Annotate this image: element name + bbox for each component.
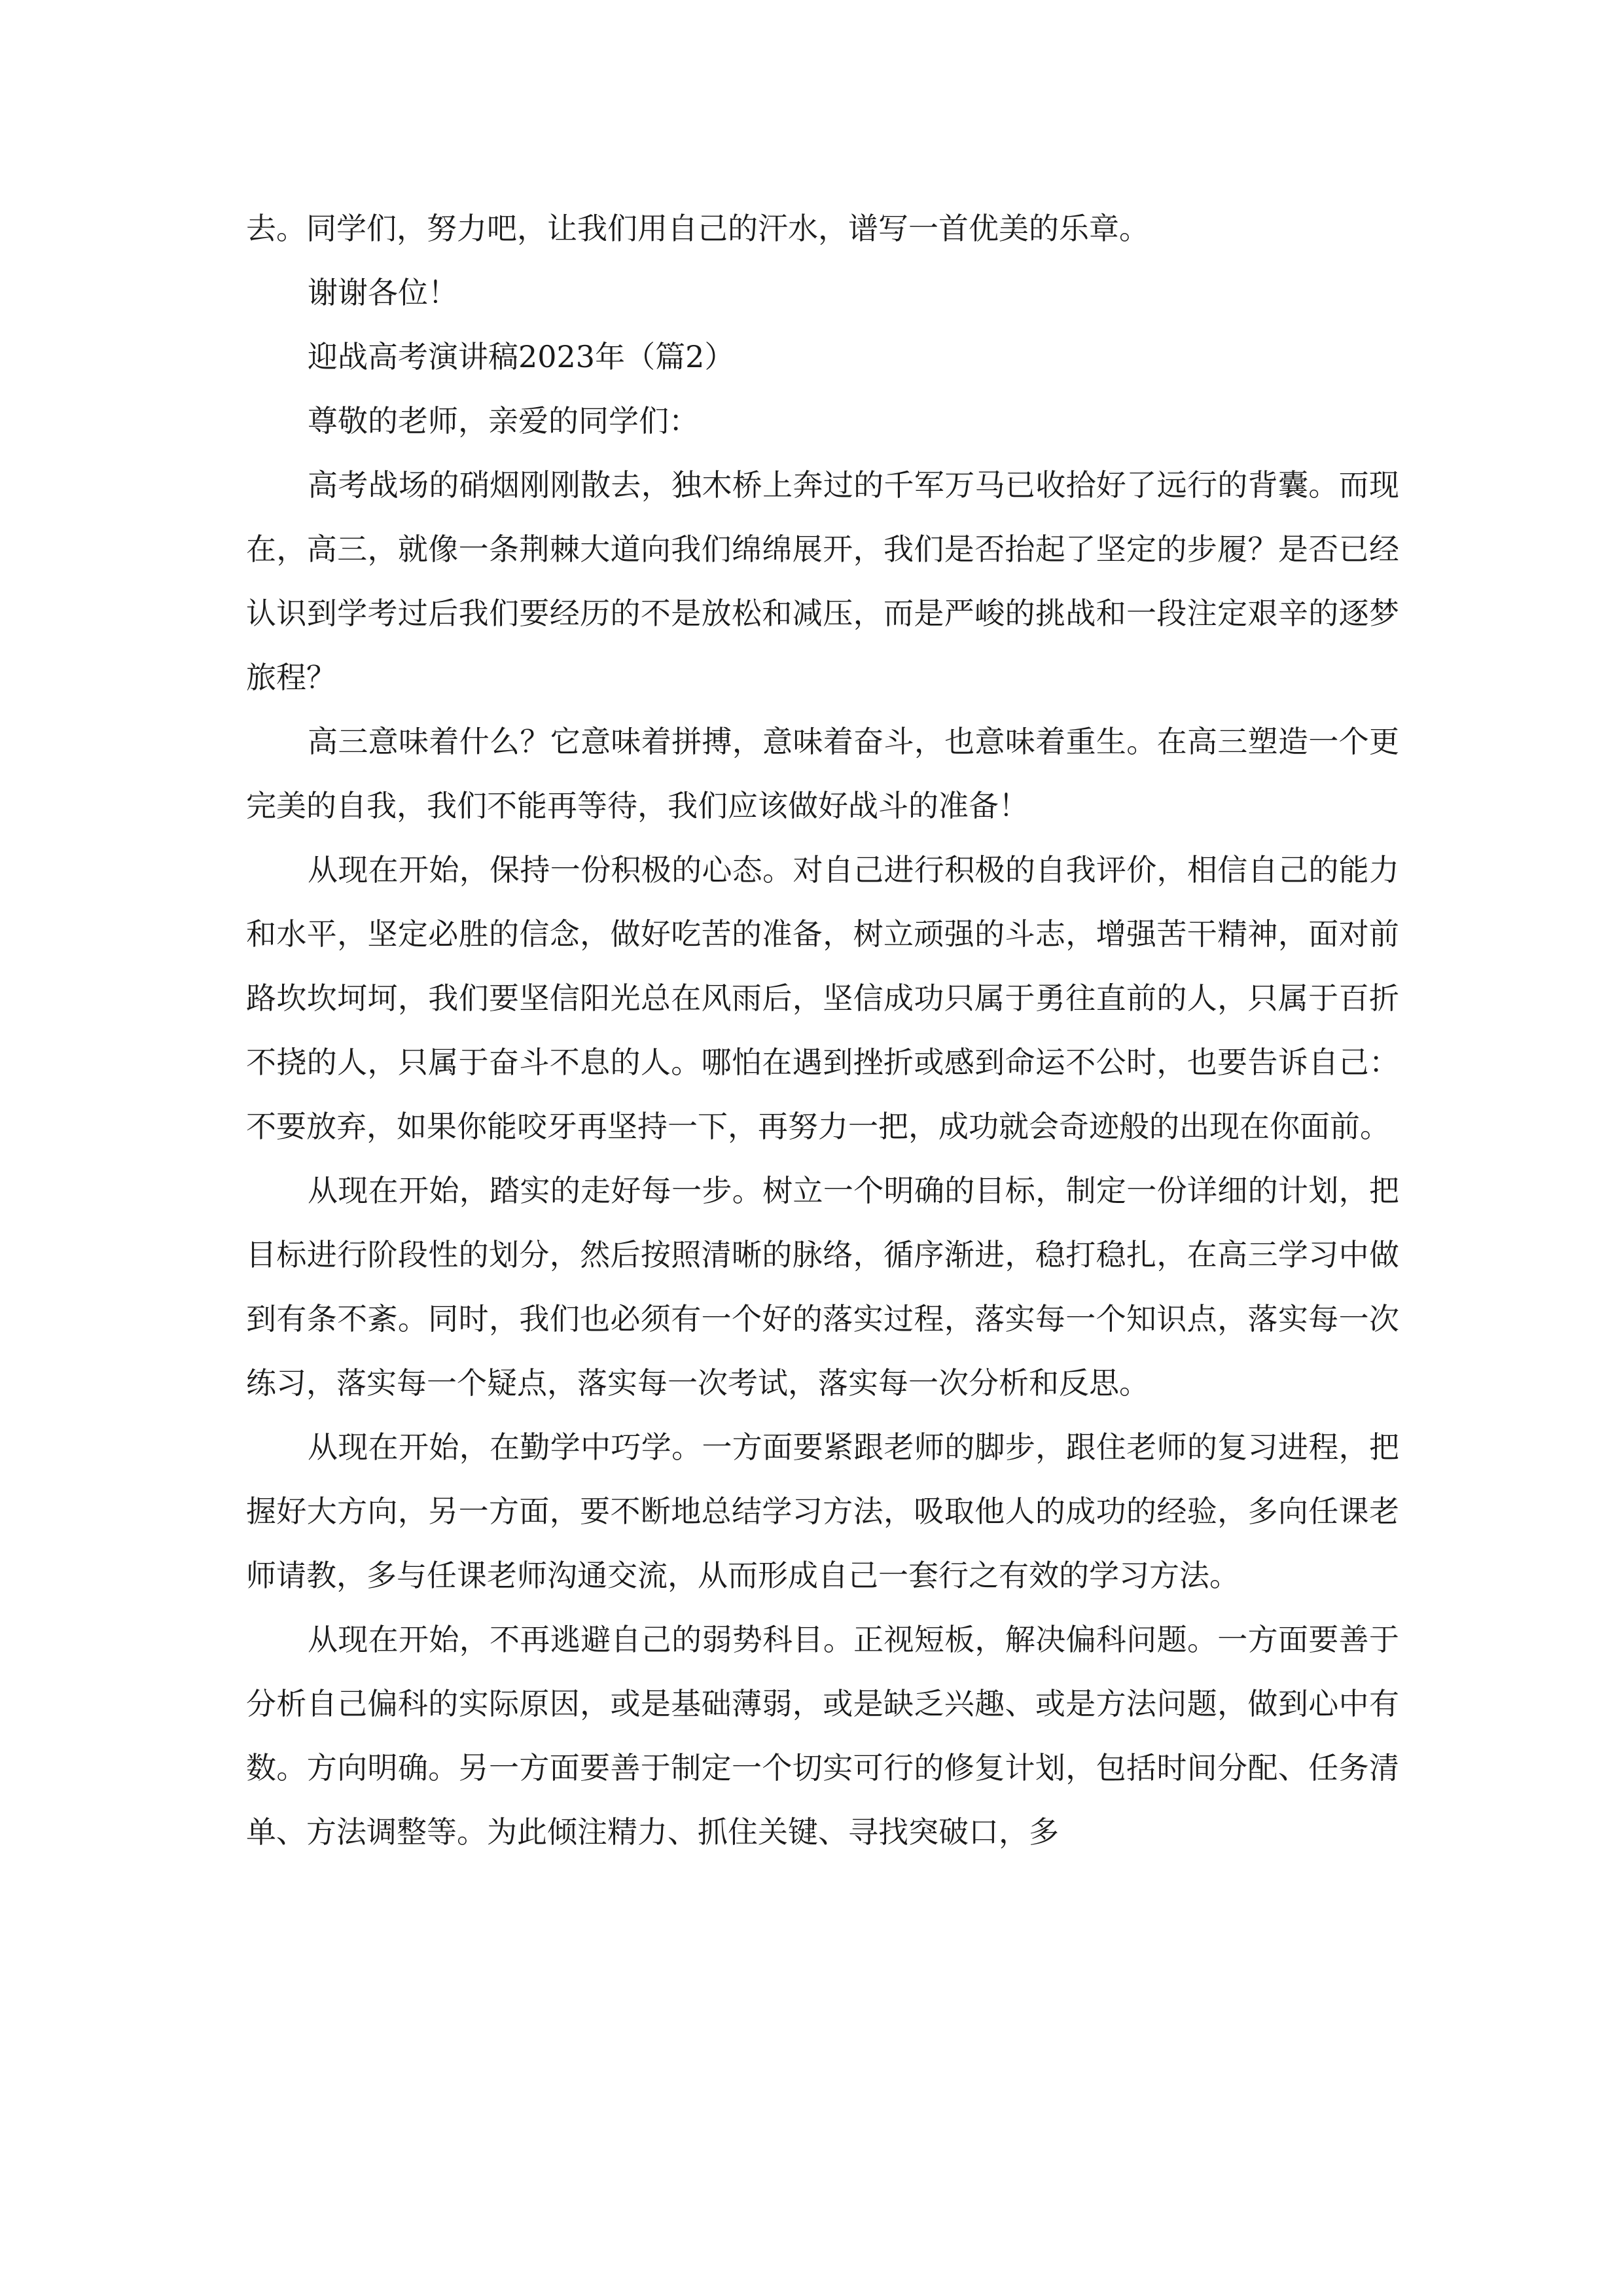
paragraph: 谢谢各位！ (308, 275, 458, 310)
paragraph: 从现在开始，不再逃避自己的弱势科目。正视短板，解决偏科问题。一方面要善于分析自己偏科的实际原因，或是基础薄弱，或是缺乏兴趣、或是方法问题，做到心中有数。方向明确。另一方面要善于制定一个切实可行的修复计划，包括时间分配、任务清单、方法调整等。为此倾注精力、抓住关键、寻找突破口，多 (246, 1622, 1399, 1850)
paragraph: 高考战场的硝烟刚刚散去，独木桥上奔过的千军万马已收拾好了远行的背囊。而现在，高三，就像一条荆棘大道向我们绵绵展开，我们是否抬起了坚定的步履？是否已经认识到学考过后我们要经历的不是放松和减压，而是严峻的挑战和一段注定艰辛的逐梦旅程？ (246, 467, 1399, 695)
paragraph: 从现在开始，在勤学中巧学。一方面要紧跟老师的脚步，跟住老师的复习进程，把握好大方向，另一方面，要不断地总结学习方法，吸取他人的成功的经验，多向任课老师请教，多与任课老师沟通交流，从而形成自己一套行之有效的学习方法。 (246, 1429, 1399, 1593)
paragraph: 高三意味着什么？它意味着拼搏，意味着奋斗，也意味着重生。在高三塑造一个更完美的自我，我们不能再等待，我们应该做好战斗的准备！ (246, 724, 1399, 823)
paragraph: 去。同学们，努力吧，让我们用自己的汗水，谱写一首优美的乐章。 (246, 211, 1149, 246)
paragraph: 从现在开始，保持一份积极的心态。对自己进行积极的自我评价，相信自己的能力和水平，坚定必胜的信念，做好吃苦的准备，树立顽强的斗志，增强苦干精神，面对前路坎坎坷坷，我们要坚信阳光总在风雨后，坚信成功只属于勇往直前的人，只属于百折不挠的人，只属于奋斗不息的人。哪怕在遇到挫折或感到命运不公时，也要告诉自己：不要放弃，如果你能咬牙再坚持一下，再努力一把，成功就会奇迹般的出现在你面前。 (246, 852, 1399, 1144)
paragraph: 从现在开始，踏实的走好每一步。树立一个明确的目标，制定一份详细的计划，把目标进行阶段性的划分，然后按照清晰的脉络，循序渐进，稳打稳扎，在高三学习中做到有条不紊。同时，我们也必须有一个好的落实过程，落实每一个知识点，落实每一次练习，落实每一个疑点，落实每一次考试，落实每一次分析和反思。 (246, 1173, 1399, 1401)
document-body (246, 196, 1399, 1864)
section-heading: 迎战高考演讲稿2023年（篇2） (308, 339, 735, 374)
salutation: 尊敬的老师，亲爱的同学们： (308, 403, 699, 439)
